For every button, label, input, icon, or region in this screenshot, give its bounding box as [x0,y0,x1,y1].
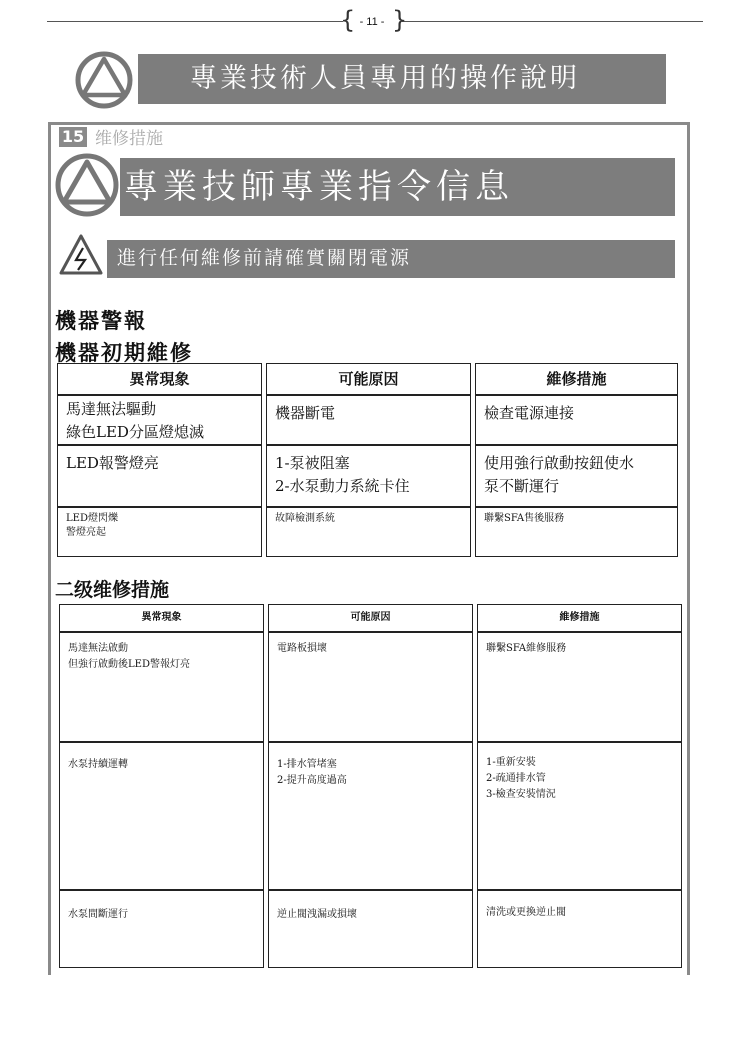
header-action: 維修措施 [475,363,678,395]
page-header-title: 專業技術人員專用的操作說明 [138,54,666,104]
header-action: 維修措施 [477,604,682,632]
power-warning-banner: 進行任何維修前請確實關閉電源 [107,240,675,278]
table-header-row [57,363,678,395]
table-header-row [59,604,682,632]
action-cell [477,890,682,968]
action-cell [475,395,678,445]
action-cell [475,507,678,557]
section-number-badge: 15 [59,127,87,147]
cell-text: 機器斷電 [275,404,336,422]
action-cell [477,742,682,890]
cell-text: 清洗或更換逆止閥 [486,907,566,918]
cell-text: 馬達無法啟動 [68,643,128,654]
section-title: 维修措施 [95,129,163,149]
table-row [59,632,682,742]
table-row [57,445,678,507]
cell-text: LED燈閃爍 [66,513,118,524]
table-row [59,890,682,968]
cell-text: 2-提升高度過高 [277,775,347,786]
cell-text: 故障檢測系統 [275,513,335,524]
top-rule-left [47,21,343,22]
cell-text: 水泵持續運轉 [68,759,128,770]
initial-maintenance-table [53,363,682,557]
page-number: - 11 - [359,16,385,28]
cell-text: 馬達無法驅動 [66,400,157,418]
triangle-circle-icon [54,152,120,218]
symptom-cell [57,395,262,445]
high-voltage-icon [58,232,104,278]
table-row [57,395,678,445]
section-subtitle: 專業技師專業指令信息 [120,158,675,216]
symptom-cell [59,632,264,742]
header-symptom: 異常現象 [57,363,262,395]
cell-text: 2-水泵動力系統卡住 [275,477,410,495]
header-cause: 可能原因 [268,604,473,632]
action-cell [477,632,682,742]
cause-cell [268,890,473,968]
triangle-circle-icon [74,50,134,110]
initial-maintenance-heading: 機器初期維修 [55,340,193,365]
right-brace: } [392,6,408,34]
cell-text: 聯繫SFA維修服務 [486,643,567,654]
cell-text: 泵不斷運行 [484,477,560,495]
cell-text: LED報警燈亮 [66,454,159,472]
cell-text: 檢查電源連接 [484,404,575,422]
symptom-cell [57,507,262,557]
cell-text: 3-檢查安裝情況 [486,789,556,800]
cell-text: 綠色LED分區燈熄滅 [66,423,204,441]
secondary-maintenance-table [55,604,686,968]
cell-text: 1-泵被阻塞 [275,454,350,472]
header-symptom: 異常現象 [59,604,264,632]
cell-text: 使用強行啟動按鈕使水 [484,454,635,472]
action-cell [475,445,678,507]
cause-cell [268,742,473,890]
machine-alarm-heading: 機器警報 [55,308,147,333]
header-cause: 可能原因 [266,363,471,395]
cell-text: 但強行啟動後LED警報灯亮 [68,659,190,670]
cell-text: 2-疏通排水管 [486,773,546,784]
cause-cell [266,445,471,507]
cell-text: 電路板損壞 [277,643,327,654]
cell-text: 1-重新安裝 [486,757,536,768]
symptom-cell [59,742,264,890]
cell-text: 警燈亮起 [66,527,106,538]
symptom-cell [57,445,262,507]
table-row [59,742,682,890]
cell-text: 1-排水管堵塞 [277,759,337,770]
symptom-cell [59,890,264,968]
secondary-maintenance-heading: 二级维修措施 [55,579,170,601]
cause-cell [268,632,473,742]
cell-text: 聯繫SFA售後服務 [484,513,565,524]
cause-cell [266,507,471,557]
left-brace: { [340,6,356,34]
top-rule-right [402,21,703,22]
cause-cell [266,395,471,445]
cell-text: 逆止閥洩漏或損壞 [277,909,357,920]
table-row [57,507,678,557]
cell-text: 水泵間斷運行 [68,909,128,920]
